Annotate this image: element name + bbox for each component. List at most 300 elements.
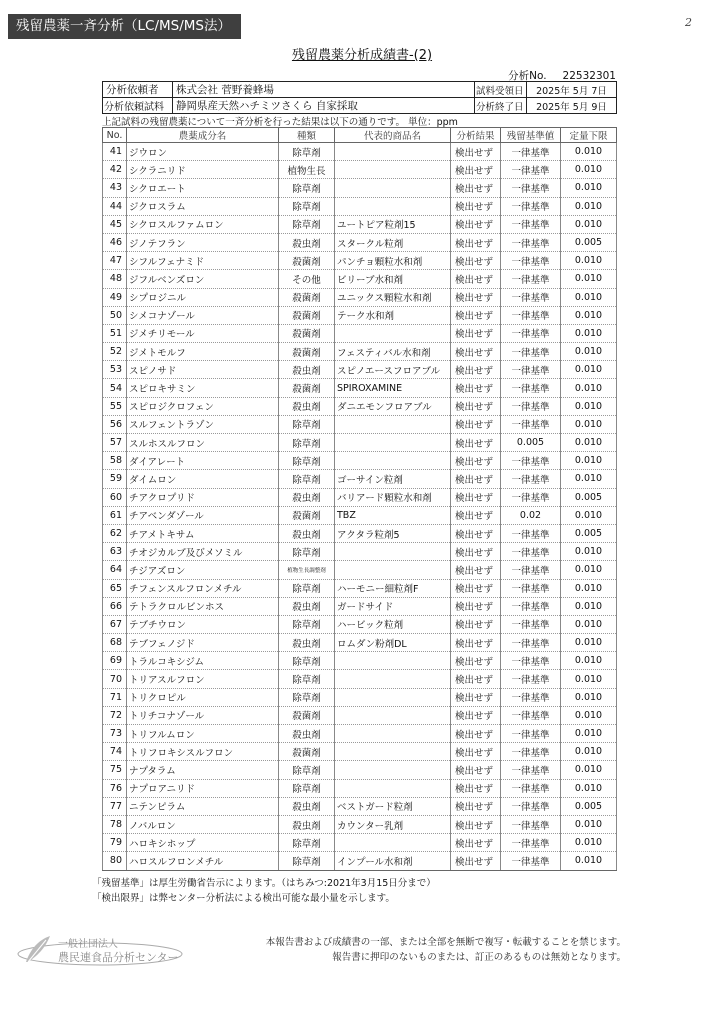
analysis-result: 検出せず xyxy=(451,797,501,815)
table-row xyxy=(103,743,617,761)
analysis-result: 検出せず xyxy=(451,434,501,452)
pesticide-type: 殺虫剤 xyxy=(279,488,335,506)
pesticide-name: チオジカルブ及びメソミル xyxy=(127,543,279,561)
product-name xyxy=(335,324,451,342)
quantitation-limit: 0.010 xyxy=(561,197,617,215)
table-row xyxy=(103,506,617,524)
quantitation-limit: 0.010 xyxy=(561,688,617,706)
pesticide-name: チジアズロン xyxy=(127,561,279,579)
product-name: SPIROXAMINE xyxy=(335,379,451,397)
residue-standard: 一律基準 xyxy=(501,215,561,233)
product-name: ゴーサイン粒剤 xyxy=(335,470,451,488)
table-row xyxy=(103,397,617,415)
analysis-result: 検出せず xyxy=(451,688,501,706)
pesticide-type: 殺虫剤 xyxy=(279,597,335,615)
quantitation-limit: 0.010 xyxy=(561,361,617,379)
pesticide-type: 殺虫剤 xyxy=(279,524,335,542)
table-row xyxy=(103,815,617,833)
table-row xyxy=(103,270,617,288)
pesticide-name: テトラクロルビンホス xyxy=(127,597,279,615)
row-number: 78 xyxy=(103,815,127,833)
product-name: ビリーブ水和剤 xyxy=(335,270,451,288)
pesticide-type: 殺虫剤 xyxy=(279,797,335,815)
client-value: 株式会社 菅野養蜂場 xyxy=(173,82,475,98)
analysis-number-value: 22532301 xyxy=(562,70,616,82)
quantitation-limit: 0.010 xyxy=(561,179,617,197)
residue-standard: 一律基準 xyxy=(501,379,561,397)
product-name: TBZ xyxy=(335,506,451,524)
product-name: ハービック粒剤 xyxy=(335,615,451,633)
sample-value: 静岡県産天然ハチミツさくら 自家採取 xyxy=(173,98,475,114)
row-number: 48 xyxy=(103,270,127,288)
quantitation-limit: 0.005 xyxy=(561,524,617,542)
residue-standard: 一律基準 xyxy=(501,852,561,870)
quantitation-limit: 0.010 xyxy=(561,815,617,833)
product-name xyxy=(335,452,451,470)
row-number: 67 xyxy=(103,615,127,633)
residue-standard: 一律基準 xyxy=(501,397,561,415)
column-header-no: No. xyxy=(103,128,127,143)
table-row xyxy=(103,306,617,324)
residue-standard: 一律基準 xyxy=(501,524,561,542)
note-detection-limit: 「検出限界」は弊センター分析法による検出可能な最小量を示します。 xyxy=(92,893,395,904)
pesticide-type: 殺菌剤 xyxy=(279,306,335,324)
row-number: 56 xyxy=(103,415,127,433)
residue-standard: 一律基準 xyxy=(501,361,561,379)
analysis-result: 検出せず xyxy=(451,597,501,615)
table-row xyxy=(103,706,617,724)
method-header-label: 残留農薬一斉分析（LC/MS/MS法） xyxy=(8,14,241,39)
pesticide-type: 殺菌剤 xyxy=(279,379,335,397)
pesticide-name: トリチコナゾール xyxy=(127,706,279,724)
quantitation-limit: 0.010 xyxy=(561,161,617,179)
residue-standard: 一律基準 xyxy=(501,579,561,597)
residue-standard: 一律基準 xyxy=(501,597,561,615)
quantitation-limit: 0.005 xyxy=(561,797,617,815)
quantitation-limit: 0.010 xyxy=(561,670,617,688)
table-row xyxy=(103,615,617,633)
product-name xyxy=(335,543,451,561)
quantitation-limit: 0.010 xyxy=(561,415,617,433)
product-name xyxy=(335,761,451,779)
quantitation-limit: 0.010 xyxy=(561,397,617,415)
analysis-result: 検出せず xyxy=(451,561,501,579)
residue-standard: 一律基準 xyxy=(501,706,561,724)
residue-standard: 0.005 xyxy=(501,434,561,452)
pesticide-type: 殺虫剤 xyxy=(279,361,335,379)
pesticide-type: 殺菌剤 xyxy=(279,288,335,306)
pesticide-name: ジメチリモール xyxy=(127,324,279,342)
residue-standard: 一律基準 xyxy=(501,179,561,197)
pesticide-type: 除草剤 xyxy=(279,434,335,452)
pesticide-type: 除草剤 xyxy=(279,415,335,433)
residue-standard: 一律基準 xyxy=(501,615,561,633)
row-number: 79 xyxy=(103,834,127,852)
product-name xyxy=(335,197,451,215)
residue-standard: 一律基準 xyxy=(501,688,561,706)
sample-row xyxy=(103,98,617,114)
pesticide-name: テブチウロン xyxy=(127,615,279,633)
table-row xyxy=(103,634,617,652)
column-header-result: 分析結果 xyxy=(451,128,501,143)
quantitation-limit: 0.010 xyxy=(561,434,617,452)
analysis-result: 検出せず xyxy=(451,415,501,433)
pesticide-name: チアクロプリド xyxy=(127,488,279,506)
quantitation-limit: 0.010 xyxy=(561,470,617,488)
pesticide-type: 殺菌剤 xyxy=(279,706,335,724)
product-name: ユートピア粒剤15 xyxy=(335,215,451,233)
residue-standard: 一律基準 xyxy=(501,343,561,361)
pesticide-name: スピロジクロフェン xyxy=(127,397,279,415)
table-row xyxy=(103,524,617,542)
quantitation-limit: 0.010 xyxy=(561,252,617,270)
pesticide-type: 殺菌剤 xyxy=(279,743,335,761)
pesticide-name: ハロスルフロンメチル xyxy=(127,852,279,870)
residue-standard: 一律基準 xyxy=(501,779,561,797)
residue-standard: 一律基準 xyxy=(501,652,561,670)
row-number: 42 xyxy=(103,161,127,179)
quantitation-limit: 0.010 xyxy=(561,652,617,670)
residue-standard: 一律基準 xyxy=(501,288,561,306)
finished-label: 分析終了日 xyxy=(475,98,527,114)
residue-standard: 一律基準 xyxy=(501,252,561,270)
table-row xyxy=(103,288,617,306)
product-name: アクタラ粒剤5 xyxy=(335,524,451,542)
residue-standard: 一律基準 xyxy=(501,488,561,506)
analysis-result: 検出せず xyxy=(451,270,501,288)
quantitation-limit: 0.010 xyxy=(561,343,617,361)
table-row xyxy=(103,361,617,379)
table-row xyxy=(103,779,617,797)
residue-standard: 一律基準 xyxy=(501,561,561,579)
row-number: 74 xyxy=(103,743,127,761)
table-row xyxy=(103,797,617,815)
pesticide-name: シクラニリド xyxy=(127,161,279,179)
pesticide-type: 殺菌剤 xyxy=(279,343,335,361)
row-number: 77 xyxy=(103,797,127,815)
pesticide-name: スルホスルフロン xyxy=(127,434,279,452)
product-name: ユニックス顆粒水和剤 xyxy=(335,288,451,306)
pesticide-type: 除草剤 xyxy=(279,761,335,779)
analysis-result: 検出せず xyxy=(451,252,501,270)
row-number: 68 xyxy=(103,634,127,652)
intro-text: 上記試料の残留農薬について一斉分析を行った結果は以下の通りです。 単位：ppm xyxy=(102,117,458,128)
table-row xyxy=(103,415,617,433)
row-number: 45 xyxy=(103,215,127,233)
analysis-result: 検出せず xyxy=(451,725,501,743)
analysis-result: 検出せず xyxy=(451,543,501,561)
analysis-result: 検出せず xyxy=(451,179,501,197)
quantitation-limit: 0.010 xyxy=(561,597,617,615)
column-header-limit: 定量下限 xyxy=(561,128,617,143)
received-label: 試料受領日 xyxy=(475,82,527,98)
row-number: 65 xyxy=(103,579,127,597)
table-row xyxy=(103,488,617,506)
analysis-result: 検出せず xyxy=(451,288,501,306)
analysis-result: 検出せず xyxy=(451,397,501,415)
pesticide-name: ダイムロン xyxy=(127,470,279,488)
analysis-result: 検出せず xyxy=(451,670,501,688)
analysis-result: 検出せず xyxy=(451,706,501,724)
product-name: バリアード顆粒水和剤 xyxy=(335,488,451,506)
pesticide-name: トリクロピル xyxy=(127,688,279,706)
analysis-result: 検出せず xyxy=(451,852,501,870)
logo-line1: 一般社団法人 xyxy=(58,939,118,950)
table-row xyxy=(103,379,617,397)
pesticide-type: 除草剤 xyxy=(279,652,335,670)
analysis-result: 検出せず xyxy=(451,143,501,161)
row-number: 46 xyxy=(103,233,127,251)
results-header-row xyxy=(103,128,617,143)
pesticide-type: 除草剤 xyxy=(279,834,335,852)
residue-standard: 一律基準 xyxy=(501,270,561,288)
product-name: ガードサイド xyxy=(335,597,451,615)
product-name: スピノエースフロアブル xyxy=(335,361,451,379)
residue-standard: 一律基準 xyxy=(501,797,561,815)
residue-standard: 一律基準 xyxy=(501,634,561,652)
pesticide-name: スピロキサミン xyxy=(127,379,279,397)
analysis-result: 検出せず xyxy=(451,834,501,852)
product-name: カウンター乳剤 xyxy=(335,815,451,833)
row-number: 62 xyxy=(103,524,127,542)
results-body xyxy=(103,143,617,871)
table-row xyxy=(103,852,617,870)
row-number: 51 xyxy=(103,324,127,342)
product-name xyxy=(335,561,451,579)
table-row xyxy=(103,761,617,779)
pesticide-name: ジクロスラム xyxy=(127,197,279,215)
row-number: 69 xyxy=(103,652,127,670)
analysis-result: 検出せず xyxy=(451,197,501,215)
pesticide-name: シクロエート xyxy=(127,179,279,197)
analysis-result: 検出せず xyxy=(451,506,501,524)
column-header-standard: 残留基準値 xyxy=(501,128,561,143)
product-name xyxy=(335,415,451,433)
analysis-result: 検出せず xyxy=(451,779,501,797)
product-name xyxy=(335,161,451,179)
row-number: 66 xyxy=(103,597,127,615)
pesticide-type: 殺菌剤 xyxy=(279,506,335,524)
quantitation-limit: 0.010 xyxy=(561,215,617,233)
residue-standard: 一律基準 xyxy=(501,815,561,833)
table-row xyxy=(103,652,617,670)
table-row xyxy=(103,688,617,706)
quantitation-limit: 0.010 xyxy=(561,288,617,306)
pesticide-name: トラルコキシジム xyxy=(127,652,279,670)
residue-standard: 一律基準 xyxy=(501,543,561,561)
product-name: ダニエモンフロアブル xyxy=(335,397,451,415)
analysis-result: 検出せず xyxy=(451,470,501,488)
quantitation-limit: 0.010 xyxy=(561,761,617,779)
analysis-result: 検出せず xyxy=(451,343,501,361)
row-number: 57 xyxy=(103,434,127,452)
analysis-result: 検出せず xyxy=(451,324,501,342)
row-number: 76 xyxy=(103,779,127,797)
organization-logo xyxy=(16,932,184,968)
product-name xyxy=(335,652,451,670)
analysis-result: 検出せず xyxy=(451,379,501,397)
pesticide-type: 除草剤 xyxy=(279,670,335,688)
product-name: ベストガード粒剤 xyxy=(335,797,451,815)
quantitation-limit: 0.010 xyxy=(561,561,617,579)
table-row xyxy=(103,452,617,470)
table-row xyxy=(103,834,617,852)
row-number: 53 xyxy=(103,361,127,379)
product-name xyxy=(335,743,451,761)
table-row xyxy=(103,561,617,579)
row-number: 43 xyxy=(103,179,127,197)
analysis-result: 検出せず xyxy=(451,215,501,233)
pesticide-type: 除草剤 xyxy=(279,470,335,488)
table-row xyxy=(103,143,617,161)
client-row xyxy=(103,82,617,98)
pesticide-name: シクロスルファムロン xyxy=(127,215,279,233)
pesticide-type: 除草剤 xyxy=(279,143,335,161)
residue-standard: 一律基準 xyxy=(501,143,561,161)
product-name xyxy=(335,434,451,452)
pesticide-name: ナプタラム xyxy=(127,761,279,779)
table-row xyxy=(103,252,617,270)
row-number: 47 xyxy=(103,252,127,270)
pesticide-type: 植物生長 xyxy=(279,161,335,179)
product-name xyxy=(335,143,451,161)
residue-standard: 一律基準 xyxy=(501,834,561,852)
column-header-product: 代表的商品名 xyxy=(335,128,451,143)
table-row xyxy=(103,670,617,688)
analysis-result: 検出せず xyxy=(451,361,501,379)
residue-standard: 一律基準 xyxy=(501,743,561,761)
product-name xyxy=(335,779,451,797)
pesticide-type: 植物生長調整剤 xyxy=(279,561,335,579)
row-number: 63 xyxy=(103,543,127,561)
sample-info-table xyxy=(102,81,617,114)
product-name xyxy=(335,179,451,197)
quantitation-limit: 0.010 xyxy=(561,543,617,561)
pesticide-type: 殺虫剤 xyxy=(279,815,335,833)
quantitation-limit: 0.010 xyxy=(561,379,617,397)
pesticide-type: 除草剤 xyxy=(279,615,335,633)
product-name xyxy=(335,725,451,743)
footer-line-2: 報告書に押印のないものまたは、訂正のあるものは無効となります。 xyxy=(332,952,626,963)
table-row xyxy=(103,179,617,197)
pesticide-type: 除草剤 xyxy=(279,452,335,470)
pesticide-type: 除草剤 xyxy=(279,197,335,215)
pesticide-name: ハロキシホップ xyxy=(127,834,279,852)
quantitation-limit: 0.010 xyxy=(561,270,617,288)
analysis-number-label: 分析No. xyxy=(508,70,547,82)
table-row xyxy=(103,343,617,361)
pesticide-type: 殺虫剤 xyxy=(279,233,335,251)
row-number: 54 xyxy=(103,379,127,397)
residue-standard: 一律基準 xyxy=(501,452,561,470)
pesticide-name: シフルフェナミド xyxy=(127,252,279,270)
pesticide-name: トリフロキシスルフロン xyxy=(127,743,279,761)
pesticide-name: スルフェントラゾン xyxy=(127,415,279,433)
pesticide-type: 除草剤 xyxy=(279,543,335,561)
row-number: 52 xyxy=(103,343,127,361)
row-number: 64 xyxy=(103,561,127,579)
table-row xyxy=(103,434,617,452)
quantitation-limit: 0.010 xyxy=(561,634,617,652)
pesticide-type: 殺虫剤 xyxy=(279,725,335,743)
product-name: インプール水和剤 xyxy=(335,852,451,870)
product-name: スタークル粒剤 xyxy=(335,233,451,251)
table-row xyxy=(103,543,617,561)
row-number: 71 xyxy=(103,688,127,706)
table-row xyxy=(103,161,617,179)
residue-standard: 一律基準 xyxy=(501,306,561,324)
table-row xyxy=(103,725,617,743)
analysis-result: 検出せず xyxy=(451,161,501,179)
quantitation-limit: 0.010 xyxy=(561,306,617,324)
row-number: 49 xyxy=(103,288,127,306)
row-number: 50 xyxy=(103,306,127,324)
pesticide-name: シプロジニル xyxy=(127,288,279,306)
row-number: 80 xyxy=(103,852,127,870)
pesticide-name: ニテンピラム xyxy=(127,797,279,815)
results-table xyxy=(102,127,617,871)
row-number: 70 xyxy=(103,670,127,688)
pesticide-name: ジメトモルフ xyxy=(127,343,279,361)
pesticide-type: 殺菌剤 xyxy=(279,324,335,342)
row-number: 44 xyxy=(103,197,127,215)
residue-standard: 一律基準 xyxy=(501,761,561,779)
pesticide-type: 殺虫剤 xyxy=(279,634,335,652)
row-number: 55 xyxy=(103,397,127,415)
notes xyxy=(92,876,436,906)
column-header-type: 種類 xyxy=(279,128,335,143)
note-standard: 「残留基準」は厚生労働省告示によります。（はちみつ:2021年3月15日分まで） xyxy=(92,878,436,889)
pesticide-type: 除草剤 xyxy=(279,179,335,197)
product-name: ロムダン粉剤DL xyxy=(335,634,451,652)
product-name xyxy=(335,670,451,688)
row-number: 60 xyxy=(103,488,127,506)
residue-standard: 一律基準 xyxy=(501,197,561,215)
quantitation-limit: 0.010 xyxy=(561,579,617,597)
residue-standard: 一律基準 xyxy=(501,324,561,342)
table-row xyxy=(103,197,617,215)
pesticide-name: ジフルベンズロン xyxy=(127,270,279,288)
product-name: テーク水和剤 xyxy=(335,306,451,324)
residue-standard: 一律基準 xyxy=(501,670,561,688)
quantitation-limit: 0.005 xyxy=(561,488,617,506)
footer-line-1: 本報告書および成績書の一部、または全部を無断で複写・転載することを禁じます。 xyxy=(265,937,626,948)
analysis-result: 検出せず xyxy=(451,652,501,670)
product-name: フェスティバル水和剤 xyxy=(335,343,451,361)
table-row xyxy=(103,579,617,597)
table-row xyxy=(103,470,617,488)
quantitation-limit: 0.010 xyxy=(561,452,617,470)
sample-label: 分析依頼試料 xyxy=(103,98,173,114)
pesticide-type: 除草剤 xyxy=(279,579,335,597)
quantitation-limit: 0.010 xyxy=(561,615,617,633)
residue-standard: 一律基準 xyxy=(501,233,561,251)
received-value: 2025年 5月 7日 xyxy=(527,82,617,98)
table-row xyxy=(103,324,617,342)
pesticide-type: その他 xyxy=(279,270,335,288)
pesticide-type: 除草剤 xyxy=(279,852,335,870)
pesticide-type: 殺菌剤 xyxy=(279,252,335,270)
analysis-result: 検出せず xyxy=(451,452,501,470)
document-title: 残留農薬分析成績書-(2) xyxy=(291,48,433,63)
residue-standard: 一律基準 xyxy=(501,161,561,179)
pesticide-type: 殺虫剤 xyxy=(279,397,335,415)
quantitation-limit: 0.010 xyxy=(561,506,617,524)
row-number: 75 xyxy=(103,761,127,779)
pesticide-type: 除草剤 xyxy=(279,215,335,233)
column-header-name: 農薬成分名 xyxy=(127,128,279,143)
pesticide-name: ジウロン xyxy=(127,143,279,161)
